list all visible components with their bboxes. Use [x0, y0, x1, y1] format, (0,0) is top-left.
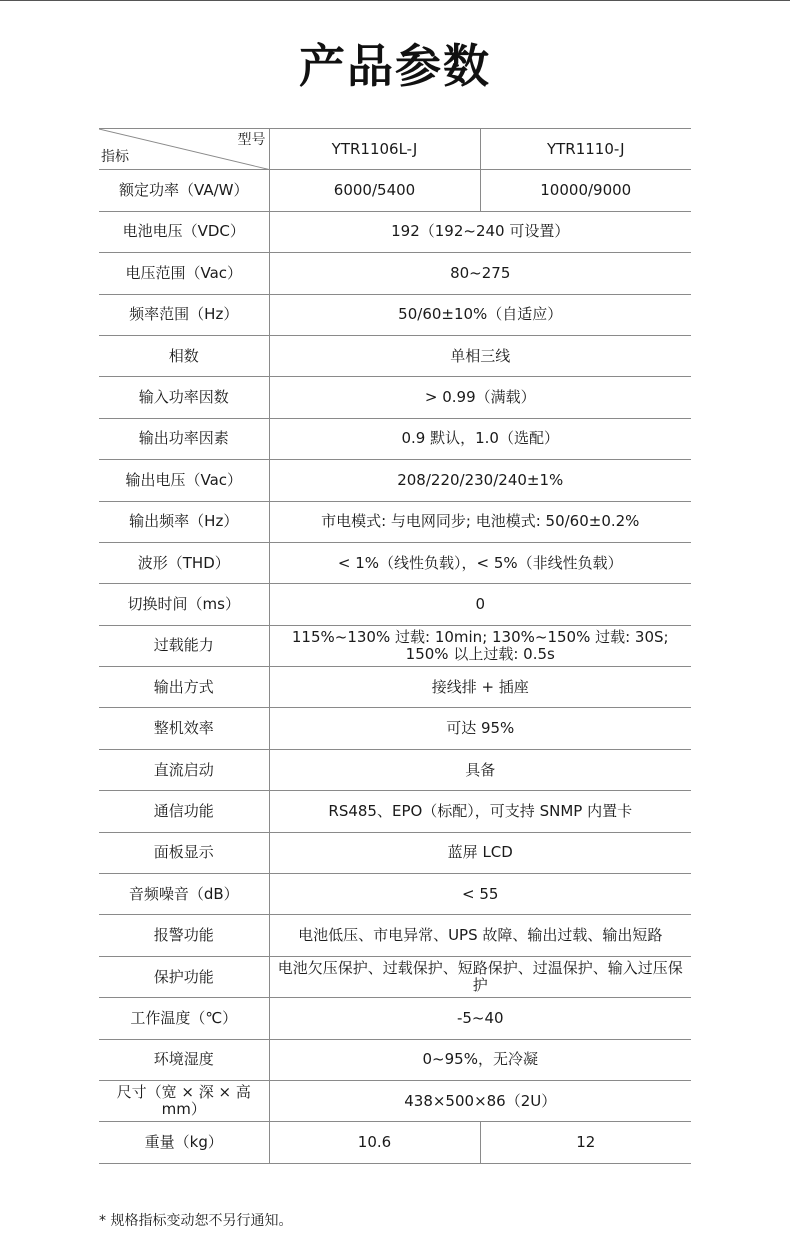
row-value: 具备	[269, 749, 691, 790]
row-value: 438×500×86（2U）	[269, 1080, 691, 1121]
row-value: 电池低压、市电异常、UPS 故障、输出过载、输出短路	[269, 915, 691, 956]
row-label: 整机效率	[99, 708, 269, 749]
row-label: 波形（THD）	[99, 542, 269, 583]
row-value: 市电模式: 与电网同步; 电池模式: 50/60±0.2%	[269, 501, 691, 542]
row-value-model-2: 10000/9000	[480, 170, 691, 211]
row-label: 输入功率因数	[99, 377, 269, 418]
footnote: * 规格指标变动恕不另行通知。	[99, 1213, 293, 1229]
row-value: 0	[269, 584, 691, 625]
table-row	[99, 1080, 691, 1121]
row-value: 208/220/230/240±1%	[269, 460, 691, 501]
row-value: 192（192~240 可设置）	[269, 211, 691, 252]
row-value: > 0.99（满载）	[269, 377, 691, 418]
row-label: 电池电压（VDC）	[99, 211, 269, 252]
row-value: 50/60±10%（自适应）	[269, 294, 691, 335]
model-header-2: YTR1110-J	[480, 129, 691, 170]
table-row	[99, 791, 691, 832]
row-label: 输出电压（Vac）	[99, 460, 269, 501]
page-title: 产品参数	[299, 39, 491, 93]
table-row	[99, 832, 691, 873]
row-value: < 55	[269, 874, 691, 915]
row-value-line: 150% 以上过载: 0.5s	[405, 644, 555, 663]
table-row	[99, 915, 691, 956]
corner-header-cell	[99, 129, 269, 170]
row-value: 可达 95%	[269, 708, 691, 749]
table-row	[99, 170, 691, 211]
row-value: 80~275	[269, 253, 691, 294]
table-row	[99, 294, 691, 335]
table-row	[99, 335, 691, 376]
row-value: < 1%（线性负载），< 5%（非线性负载）	[269, 542, 691, 583]
row-label: 环境湿度	[99, 1039, 269, 1080]
row-label: 尺寸（宽 × 深 × 高 mm）	[99, 1080, 269, 1121]
row-label: 输出方式	[99, 667, 269, 708]
model-header-1: YTR1106L-J	[269, 129, 480, 170]
table-row	[99, 1039, 691, 1080]
row-label: 报警功能	[99, 915, 269, 956]
row-label: 过载能力	[99, 625, 269, 666]
row-value-model-1: 6000/5400	[269, 170, 480, 211]
row-label: 通信功能	[99, 791, 269, 832]
row-label: 直流启动	[99, 749, 269, 790]
table-row	[99, 501, 691, 542]
row-value-multiline	[269, 625, 691, 666]
model-corner-label: 型号	[237, 132, 266, 148]
table-row	[99, 667, 691, 708]
spec-table	[99, 128, 691, 1164]
row-value: 电池欠压保护、过载保护、短路保护、过温保护、输入过压保护	[269, 956, 691, 997]
table-row	[99, 542, 691, 583]
table-row	[99, 460, 691, 501]
row-label: 切换时间（ms）	[99, 584, 269, 625]
row-value-model-2: 12	[480, 1122, 691, 1163]
table-row	[99, 625, 691, 666]
table-row	[99, 874, 691, 915]
row-label: 相数	[99, 335, 269, 376]
row-label: 输出功率因素	[99, 418, 269, 459]
row-value: -5~40	[269, 998, 691, 1039]
row-value: 蓝屏 LCD	[269, 832, 691, 873]
row-label: 频率范围（Hz）	[99, 294, 269, 335]
table-row	[99, 377, 691, 418]
row-label: 额定功率（VA/W）	[99, 170, 269, 211]
row-value: 0~95%，无冷凝	[269, 1039, 691, 1080]
table-row	[99, 749, 691, 790]
row-value-line: 115%~130% 过载: 10min; 130%~150% 过载: 30S;	[291, 627, 669, 646]
index-corner-label: 指标	[101, 149, 129, 166]
row-value-model-1: 10.6	[269, 1122, 480, 1163]
table-row	[99, 956, 691, 997]
table-header-row	[99, 129, 691, 170]
table-row	[99, 708, 691, 749]
table-row	[99, 418, 691, 459]
table-row	[99, 998, 691, 1039]
row-value: RS485、EPO（标配），可支持 SNMP 内置卡	[269, 791, 691, 832]
table-row	[99, 1122, 691, 1163]
table-row	[99, 253, 691, 294]
row-label: 面板显示	[99, 832, 269, 873]
table-row	[99, 211, 691, 252]
row-label: 工作温度（℃）	[99, 998, 269, 1039]
row-label: 输出频率（Hz）	[99, 501, 269, 542]
row-value: 接线排 + 插座	[269, 667, 691, 708]
row-value: 单相三线	[269, 335, 691, 376]
row-label: 重量（kg）	[99, 1122, 269, 1163]
row-label: 保护功能	[99, 956, 269, 997]
row-label: 音频噪音（dB）	[99, 874, 269, 915]
row-label: 电压范围（Vac）	[99, 253, 269, 294]
top-divider	[0, 0, 790, 1]
table-row	[99, 584, 691, 625]
row-value: 0.9 默认，1.0（选配）	[269, 418, 691, 459]
